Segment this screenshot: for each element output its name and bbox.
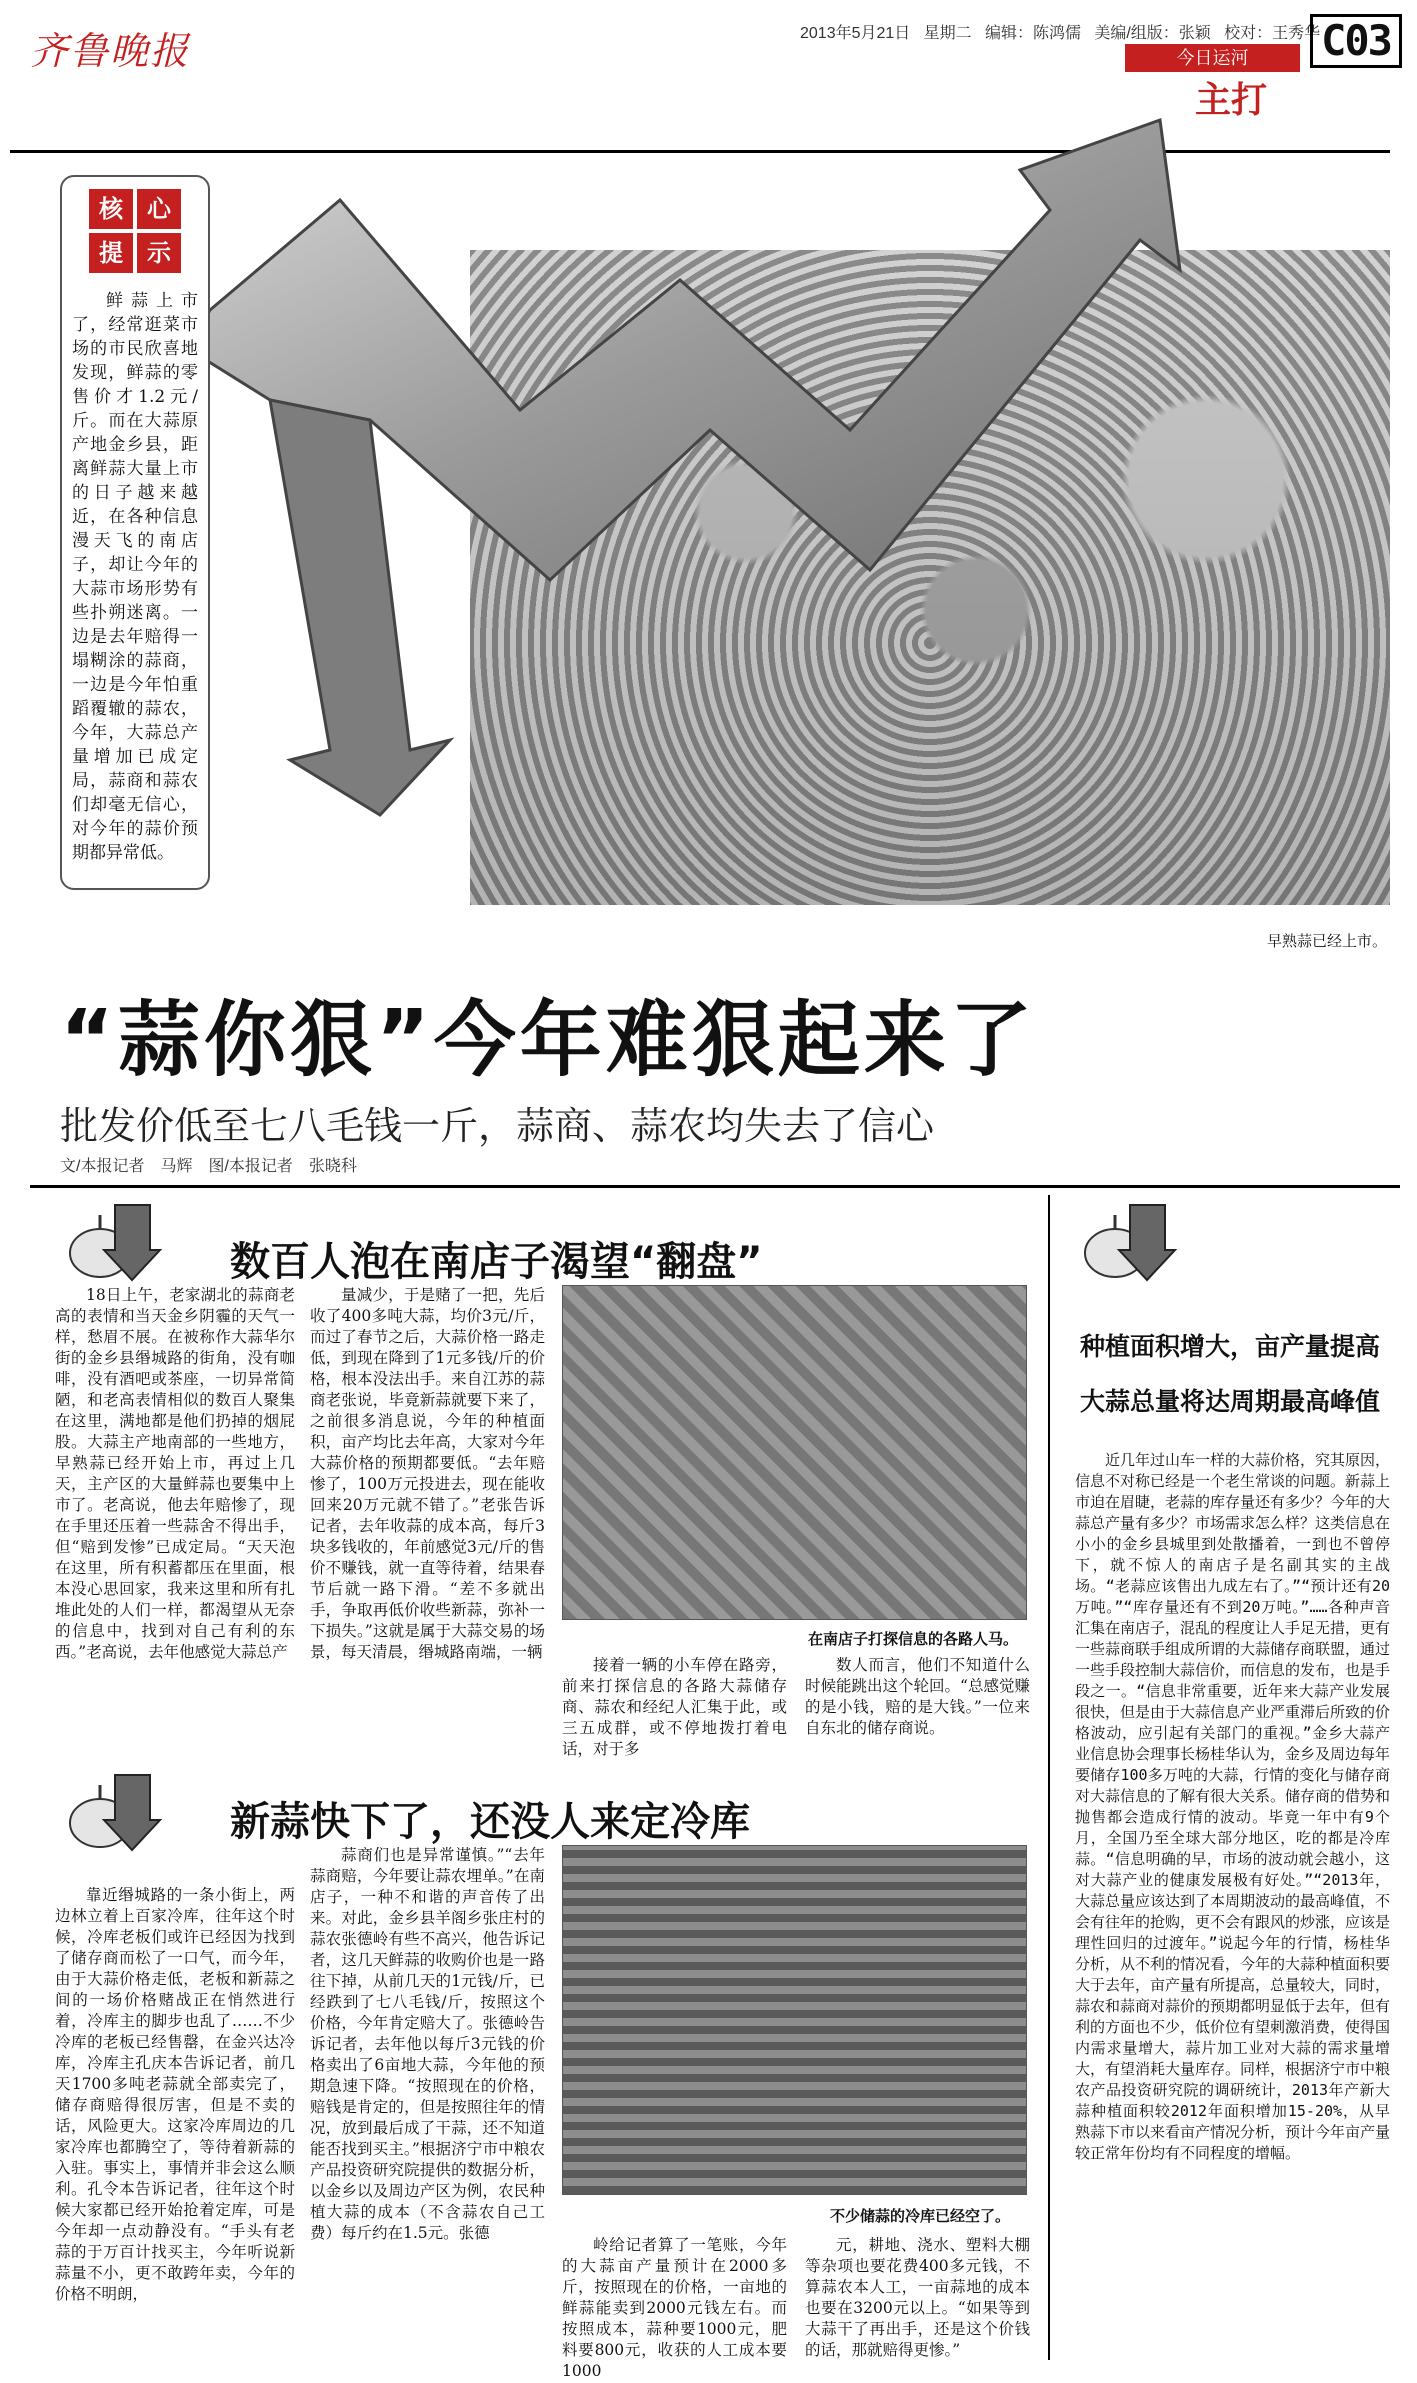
section1-col4: 数人而言，他们不知道什么时候能跳出这个轮回。“总感觉赚的是小钱，赔的是大钱。”一位来自东北的储存商说。 xyxy=(805,1656,1030,1737)
cold-storage-photo xyxy=(562,1845,1027,2195)
garlic-down-arrow-icon xyxy=(1075,1195,1175,1285)
subheadline: 批发价低至七八毛钱一斤，蒜商、蒜农均失去了信心 xyxy=(60,1104,935,1148)
byline: 文/本报记者 马辉 图/本报记者 张晓科 xyxy=(60,1158,357,1175)
crowd-photo-caption: 在南店子打探信息的各路人马。 xyxy=(808,1631,1019,1648)
crowd-photo xyxy=(562,1285,1027,1620)
column-divider xyxy=(1048,1195,1050,2360)
section-tag: 今日运河 xyxy=(1125,44,1300,72)
section1-col2: 量减少，于是赌了一把，先后收了400多吨大蒜，均价3元/斤，而过了春节之后，大蒜价格一路走低，到现在降到了1元多钱/斤的价格，根本没法出手。来自江苏的蒜商老张说，毕竟新蒜就要下来了，之前很多消息说，今年的种植面积，亩产均比去年高，大家对今年大蒜价格的预期都要低。“去年赔惨了，100万元投进去，现在能收回来20万元就不错了。”老张告诉记者，去年收蒜的成本高，每斤3块多钱收的，年前感觉3元/斤的售价不赚钱，就一直等待着，结果春节后就一路下滑。“差不多就出手，争取再低价收些新蒜，弥补一下损失。”这就是属于大蒜交易的场景，每天清晨，缗城路南端，一辆 xyxy=(310,1286,545,1661)
section1-col3: 接着一辆的小车停在路旁，前来打探信息的各路大蒜储存商、蒜农和经纪人汇集于此，或三五成群，或不停地拨打着电话，对于多 xyxy=(562,1656,787,1758)
core-summary-heading: 核 心 提 示 xyxy=(89,189,181,273)
cold-storage-photo-caption: 不少储蒜的冷库已经空了。 xyxy=(830,2208,1011,2225)
sidebar-title-line1: 种植面积增大，亩产量提高 xyxy=(1079,1332,1380,1361)
sidebar-body: 近几年过山车一样的大蒜价格，究其原因，信息不对称已经是一个老生常谈的问题。新蒜上市迫在眉睫，老蒜的库存量还有多少？今年的大蒜总产量有多少？市场需求怎么样？这类信息在小小的金乡县城里到处散播着，一到也不曾停下，就不惊人的南店子是名副其实的主战场。“老蒜应该售出九成左右了。”“预计还有20万吨。”“库存量还有不到20万吨。”……各种声音汇集在南店子，混乱的程度让人手足无措，更有一些蒜商联手组成所谓的大蒜储存商联盟，通过一些手段控制大蒜信价，而信息的发布，也是手段之一。“信息非常重要，近年来大蒜产业发展很快，但是由于大蒜信息产业严重滞后所致的价格波动，应引起有关部门的重视。”金乡大蒜产业信息协会理事长杨桂华认为，金乡及周边每年要储存100多万吨的大蒜，行情的变化与储存商对大蒜信息的了解有很大关系。储存商的借势和抛售都会造成行情的波动。毕竟一年中有9个月，全国乃至全球大部分地区，吃的都是冷库蒜。“信息明确的早，市场的波动就会越小，这对大蒜产业的健康发展极有好处。”“2013年，大蒜总量应该达到了本周期波动的最高峰值，不会有往年的抢购，更不会有跟风的炒涨，应该是理性回归的过渡年。”说起今年的行情，杨桂华分析，从不利的情况看，今年的大蒜种植面积要大于去年，亩产量有所提高，总量较大，同时，蒜农和蒜商对蒜价的预期都明显低于去年，但有利的方面也不少，低价位有望刺激消费，使得国内需求量增大，蒜片加工业对大蒜的需求量增大，有望消耗大量库存。同样，根据济宁市中粮农产品投资研究院的调研统计，2013年产新大蒜种植面积较2012年面积增加15-20%，从早熟蒜下市以来看亩产情况分析，预计今年亩产量较正常年份均有不同程度的增幅。 xyxy=(1075,1451,1391,2162)
proof-credit: 校对：王秀华 xyxy=(1224,25,1321,42)
trend-arrow-graphic xyxy=(150,100,1400,820)
section2-col2: 蒜商们也是异常谨慎。”“去年蒜商赔，今年要让蒜农埋单。”在南店子，一种不和谐的声音传了出来。对此，金乡县羊阁乡张庄村的蒜农张德岭有些不高兴，他告诉记者，这几天鲜蒜的收购价也是一路往下掉，从前几天的1元钱/斤，已经跌到了七八毛钱/斤，按照这个价格，今年肯定赔大了。张德岭告诉记者，去年他以每斤3元钱的价格卖出了6亩地大蒜，今年他的预期急速下降。“按照现在的价格，赔钱是肯定的，但是按照往年的情况，放到最后成了干蒜，还不知道能否找到买主。”根据济宁市中粮农产品投资研究院提供的数据分析，以金乡以及周边产区为例，农民种植大蒜的成本（不含蒜农自己工费）每斤约在1.5元。张德 xyxy=(310,1846,545,2242)
section2-col3: 岭给记者算了一笔账，今年的大蒜亩产量预计在2000多斤，按照现在的价格，一亩地的鲜蒜能卖到2000元钱左右。而按照成本，蒜种要1000元，肥料要800元，收获的人工成本要1000 xyxy=(562,2236,787,2380)
section1-title: 数百人泡在南店子渴望“翻盘” xyxy=(230,1239,763,1285)
headline: “蒜你狠”今年难狠起来了 xyxy=(60,993,1036,1088)
editor-credit: 编辑：陈鸿儒 xyxy=(985,25,1082,42)
section2-col4: 元，耕地、浇水、塑料大棚等杂项也要花费400多元钱，不算蒜农本人工，一亩蒜地的成本也要在3200元以上。“如果等到大蒜干了再出手，还是这个价钱的话，那就赔得更惨。” xyxy=(805,2236,1030,2359)
section2-col1: 靠近缗城路的一条小街上，两边林立着上百家冷库，往年这个时候，冷库老板们或许已经因为找到了储存商而松了一口气，而今年，由于大蒜价格走低，老板和新蒜之间的一场价格赌战正在悄然进行着，冷库主的脚步也乱了……不少冷库的老板已经售罄，在金兴达冷库，冷库主孔庆本告诉记者，前几天1700多吨老蒜就全部卖完了，储存商赔得很厉害，但是不卖的话，风险更大。这家冷库周边的几家冷库也都腾空了，等待着新蒜的入驻。事实上，事情并非会这么顺利。孔令本告诉记者，往年这个时候大家都已经开始抢着定库，可是今年却一点动静没有。“手头有老蒜的于万百计找买主，今年听说新蒜量不小，更不敢跨年卖，今年的价格不明朗， xyxy=(55,1886,295,2303)
garlic-down-arrow-icon xyxy=(60,1195,160,1285)
designer-credit: 美编/组版：张颖 xyxy=(1094,25,1211,42)
hero-photo-caption: 早熟蒜已经上市。 xyxy=(1266,933,1387,950)
issue-date: 2013年5月21日 xyxy=(800,25,911,42)
sidebar-title-line2: 大蒜总量将达周期最高峰值 xyxy=(1079,1387,1380,1416)
issue-meta xyxy=(800,20,1320,43)
core-summary-box xyxy=(60,175,210,890)
page-number: C03 xyxy=(1310,14,1402,68)
issue-weekday: 星期二 xyxy=(923,25,972,42)
section2-title: 新蒜快下了，还没人来定冷库 xyxy=(230,1799,750,1845)
newspaper-logo: 齐鲁晚报 xyxy=(30,29,191,73)
section-name: 主打 xyxy=(1195,80,1268,121)
core-summary-text: 鲜蒜上市了，经常逛菜市场的市民欣喜地发现，鲜蒜的零售价才1.2元/斤。而在大蒜原产地金乡县，距离鲜蒜大量上市的日子越来越近，在各种信息漫天飞的南店子，却让今年的大蒜市场形势有些扑朔迷离。一边是去年赔得一塌糊涂的蒜商，一边是今年怕重蹈覆辙的蒜农，今年，大蒜总产量增加已成定局，蒜商和蒜农们却毫无信心，对今年的蒜价预期都异常低。 xyxy=(72,291,198,863)
divider xyxy=(30,1185,1400,1188)
section1-col1: 18日上午，老家湖北的蒜商老高的表情和当天金乡阴霾的天气一样，愁眉不展。在被称作大蒜华尔街的金乡县缗城路的街角，没有咖啡，没有酒吧或茶座，一切异常简陋，和老高表情相似的数百人聚集在这里，满地都是他们扔掉的烟屁股。大蒜主产地南部的一些地方，早熟蒜已经开始上市，再过上几天，主产区的大量鲜蒜也要集中上市了。老高说，他去年赔惨了，现在手里还压着一些蒜舍不得出手，但“赔到发惨”已成定局。“天天泡在这里，所有积蓄都压在里面，根本没心思回家，我来这里和所有扎堆此处的人们一样，都渴望从无奈的信息中，找到对自己有利的东西。”老高说，去年他感觉大蒜总产 xyxy=(55,1286,295,1661)
garlic-down-arrow-icon xyxy=(60,1765,160,1855)
